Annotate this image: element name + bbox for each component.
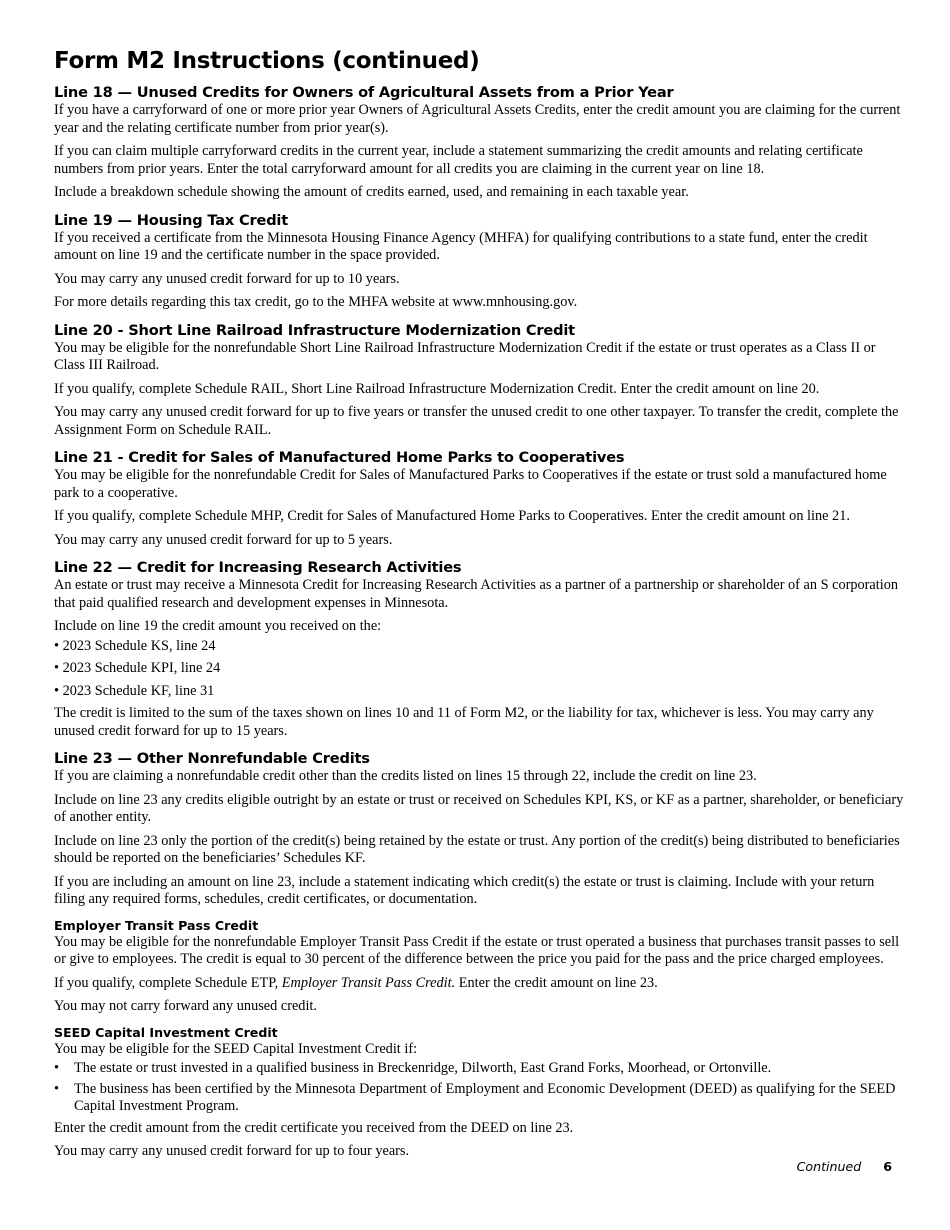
line19-heading: Line 19 — Housing Tax Credit	[54, 211, 289, 229]
line18-heading: Line 18 — Unused Credits for Owners of Agricultural Assets from a Prior Year	[54, 84, 674, 101]
line22-paragraph: An estate or trust may receive a Minnesota Credit for Increasing Research Activities as a partner of a partnership or shareholder of an S corporation that paid qualified research and development expenses in Minnesota.	[54, 577, 899, 611]
seed-heading: SEED Capital Investment Credit	[54, 1024, 278, 1040]
bullet-glyph: •	[54, 1080, 60, 1097]
schedule-list-item: • 2023 Schedule KS, line 24	[54, 637, 216, 654]
line23-paragraph: Include on line 23 any credits eligible outright by an estate or trust or received on Schedules KPI, KS, or KF as a partner, shareholder, or beneficiary of another entity.	[54, 791, 904, 825]
schedule-list-item: • 2023 Schedule KPI, line 24	[54, 660, 221, 676]
seed-paragraph: Enter the credit amount from the credit certificate you received from the DEED on line 23.	[54, 1119, 574, 1136]
line22-paragraph: Include on line 19 the credit amount you received on the:	[54, 618, 382, 634]
etp-paragraph	[54, 975, 906, 993]
list-item	[54, 1081, 906, 1116]
line20-paragraph: You may be eligible for the nonrefundable Short Line Railroad Infrastructure Modernization Credit if the estate or trust operates as a Class II or Class III Railroad.	[54, 339, 876, 373]
schedule-list-item: • 2023 Schedule KF, line 31	[54, 682, 215, 699]
line19-paragraph: You may carry any unused credit forward for up to 10 years.	[54, 270, 400, 287]
line20-paragraph: If you qualify, complete Schedule RAIL, Short Line Railroad Infrastructure Modernization Credit. Enter the credit amount on line 20.	[54, 380, 820, 397]
line21-paragraph: You may be eligible for the nonrefundable Credit for Sales of Manufactured Parks to Cooperatives if the estate or trust sold a manufactured home park to a cooperative.	[54, 467, 887, 501]
line18-paragraph: If you have a carryforward of one or more prior year Owners of Agricultural Assets Credits, enter the credit amount you are claiming for the current year and the relating certificate number from prior year(s).	[54, 102, 901, 136]
etp-form-title: Employer Transit Pass Credit.	[281, 974, 456, 991]
line21-heading: Line 21 - Credit for Sales of Manufactured Home Parks to Cooperatives	[54, 449, 625, 466]
page-number: 6	[883, 1159, 892, 1174]
line23-heading: Line 23 — Other Nonrefundable Credits	[54, 750, 370, 767]
line20-paragraph: You may carry any unused credit forward for up to five years or transfer the unused credit to one other taxpayer. To transfer the credit, complete the Assignment Form on Schedule RAIL.	[54, 404, 899, 438]
line21-paragraph: You may carry any unused credit forward for up to 5 years.	[54, 531, 393, 548]
page-content	[54, 46, 906, 1167]
seed-paragraph: You may be eligible for the SEED Capital Investment Credit if:	[54, 1040, 418, 1057]
line20-heading: Line 20 - Short Line Railroad Infrastructure Modernization Credit	[54, 321, 575, 339]
line18-paragraph: Include a breakdown schedule showing the amount of credits earned, used, and remaining in each taxable year.	[54, 184, 689, 200]
list-item-text: The business has been certified by the Minnesota Department of Employment and Economic Development (DEED) as qualifying for the SEED Capital Investment Program.	[74, 1080, 896, 1114]
line21-paragraph: If you qualify, complete Schedule MHP, Credit for Sales of Manufactured Home Parks to Cooperatives. Enter the credit amount on line 21.	[54, 508, 850, 524]
page-title: Form M2 Instructions (continued)	[54, 48, 480, 74]
etp-text: If you qualify, complete Schedule ETP,	[54, 974, 282, 991]
etp-paragraph: You may be eligible for the nonrefundable Employer Transit Pass Credit if the estate or trust operated a business that purchases transit passes to sell or give to employees. The credit is equal to 30 percent of the difference between the price you paid for the pass and the price charged employees.	[54, 933, 900, 967]
etp-heading: Employer Transit Pass Credit	[54, 917, 259, 933]
line23-paragraph: If you are including an amount on line 23, include a statement indicating which credit(s) the estate or trust is claiming. Include with your return filing any required forms, schedules, credit certificates, or documentation.	[54, 873, 875, 907]
seed-requirements-list	[54, 1060, 906, 1116]
list-item-text: The estate or trust invested in a qualified business in Breckenridge, Dilworth, East Grand Forks, Moorhead, or Ortonville.	[74, 1060, 772, 1076]
line23-paragraph: Include on line 23 only the portion of the credit(s) being retained by the estate or trust. Any portion of the credit(s) being distributed to beneficiaries should be reported on the beneficiaries’ Schedules KF.	[54, 832, 900, 866]
etp-paragraph: You may not carry forward any unused credit.	[54, 998, 317, 1014]
line22-heading: Line 22 — Credit for Increasing Research Activities	[54, 559, 462, 576]
line18-paragraph: If you can claim multiple carryforward credits in the current year, include a statement summarizing the credit amounts and relating certificate numbers from prior years. Enter the total carryforward amount for all credits you are claiming in the current year on line 18.	[54, 143, 863, 177]
continued-label: Continued	[796, 1159, 862, 1174]
list-item	[54, 1060, 906, 1078]
line22-paragraph: The credit is limited to the sum of the taxes shown on lines 10 and 11 of Form M2, or the liability for tax, whichever is less. You may carry any unused credit forward for up to 15 years.	[54, 705, 874, 739]
line19-paragraph: For more details regarding this tax credit, go to the MHFA website at www.mnhousing.gov.	[54, 294, 578, 310]
bullet-glyph: •	[54, 1060, 60, 1076]
page-footer	[797, 1159, 892, 1174]
line19-paragraph: If you received a certificate from the Minnesota Housing Finance Agency (MHFA) for qualifying contributions to a state fund, enter the credit amount on line 19 and the certificate number in the space provided.	[54, 229, 868, 263]
etp-text: Enter the credit amount on line 23.	[455, 974, 658, 991]
seed-paragraph: You may carry any unused credit forward for up to four years.	[54, 1143, 410, 1159]
line23-paragraph: If you are claiming a nonrefundable credit other than the credits listed on lines 15 through 22, include the credit on line 23.	[54, 768, 757, 784]
